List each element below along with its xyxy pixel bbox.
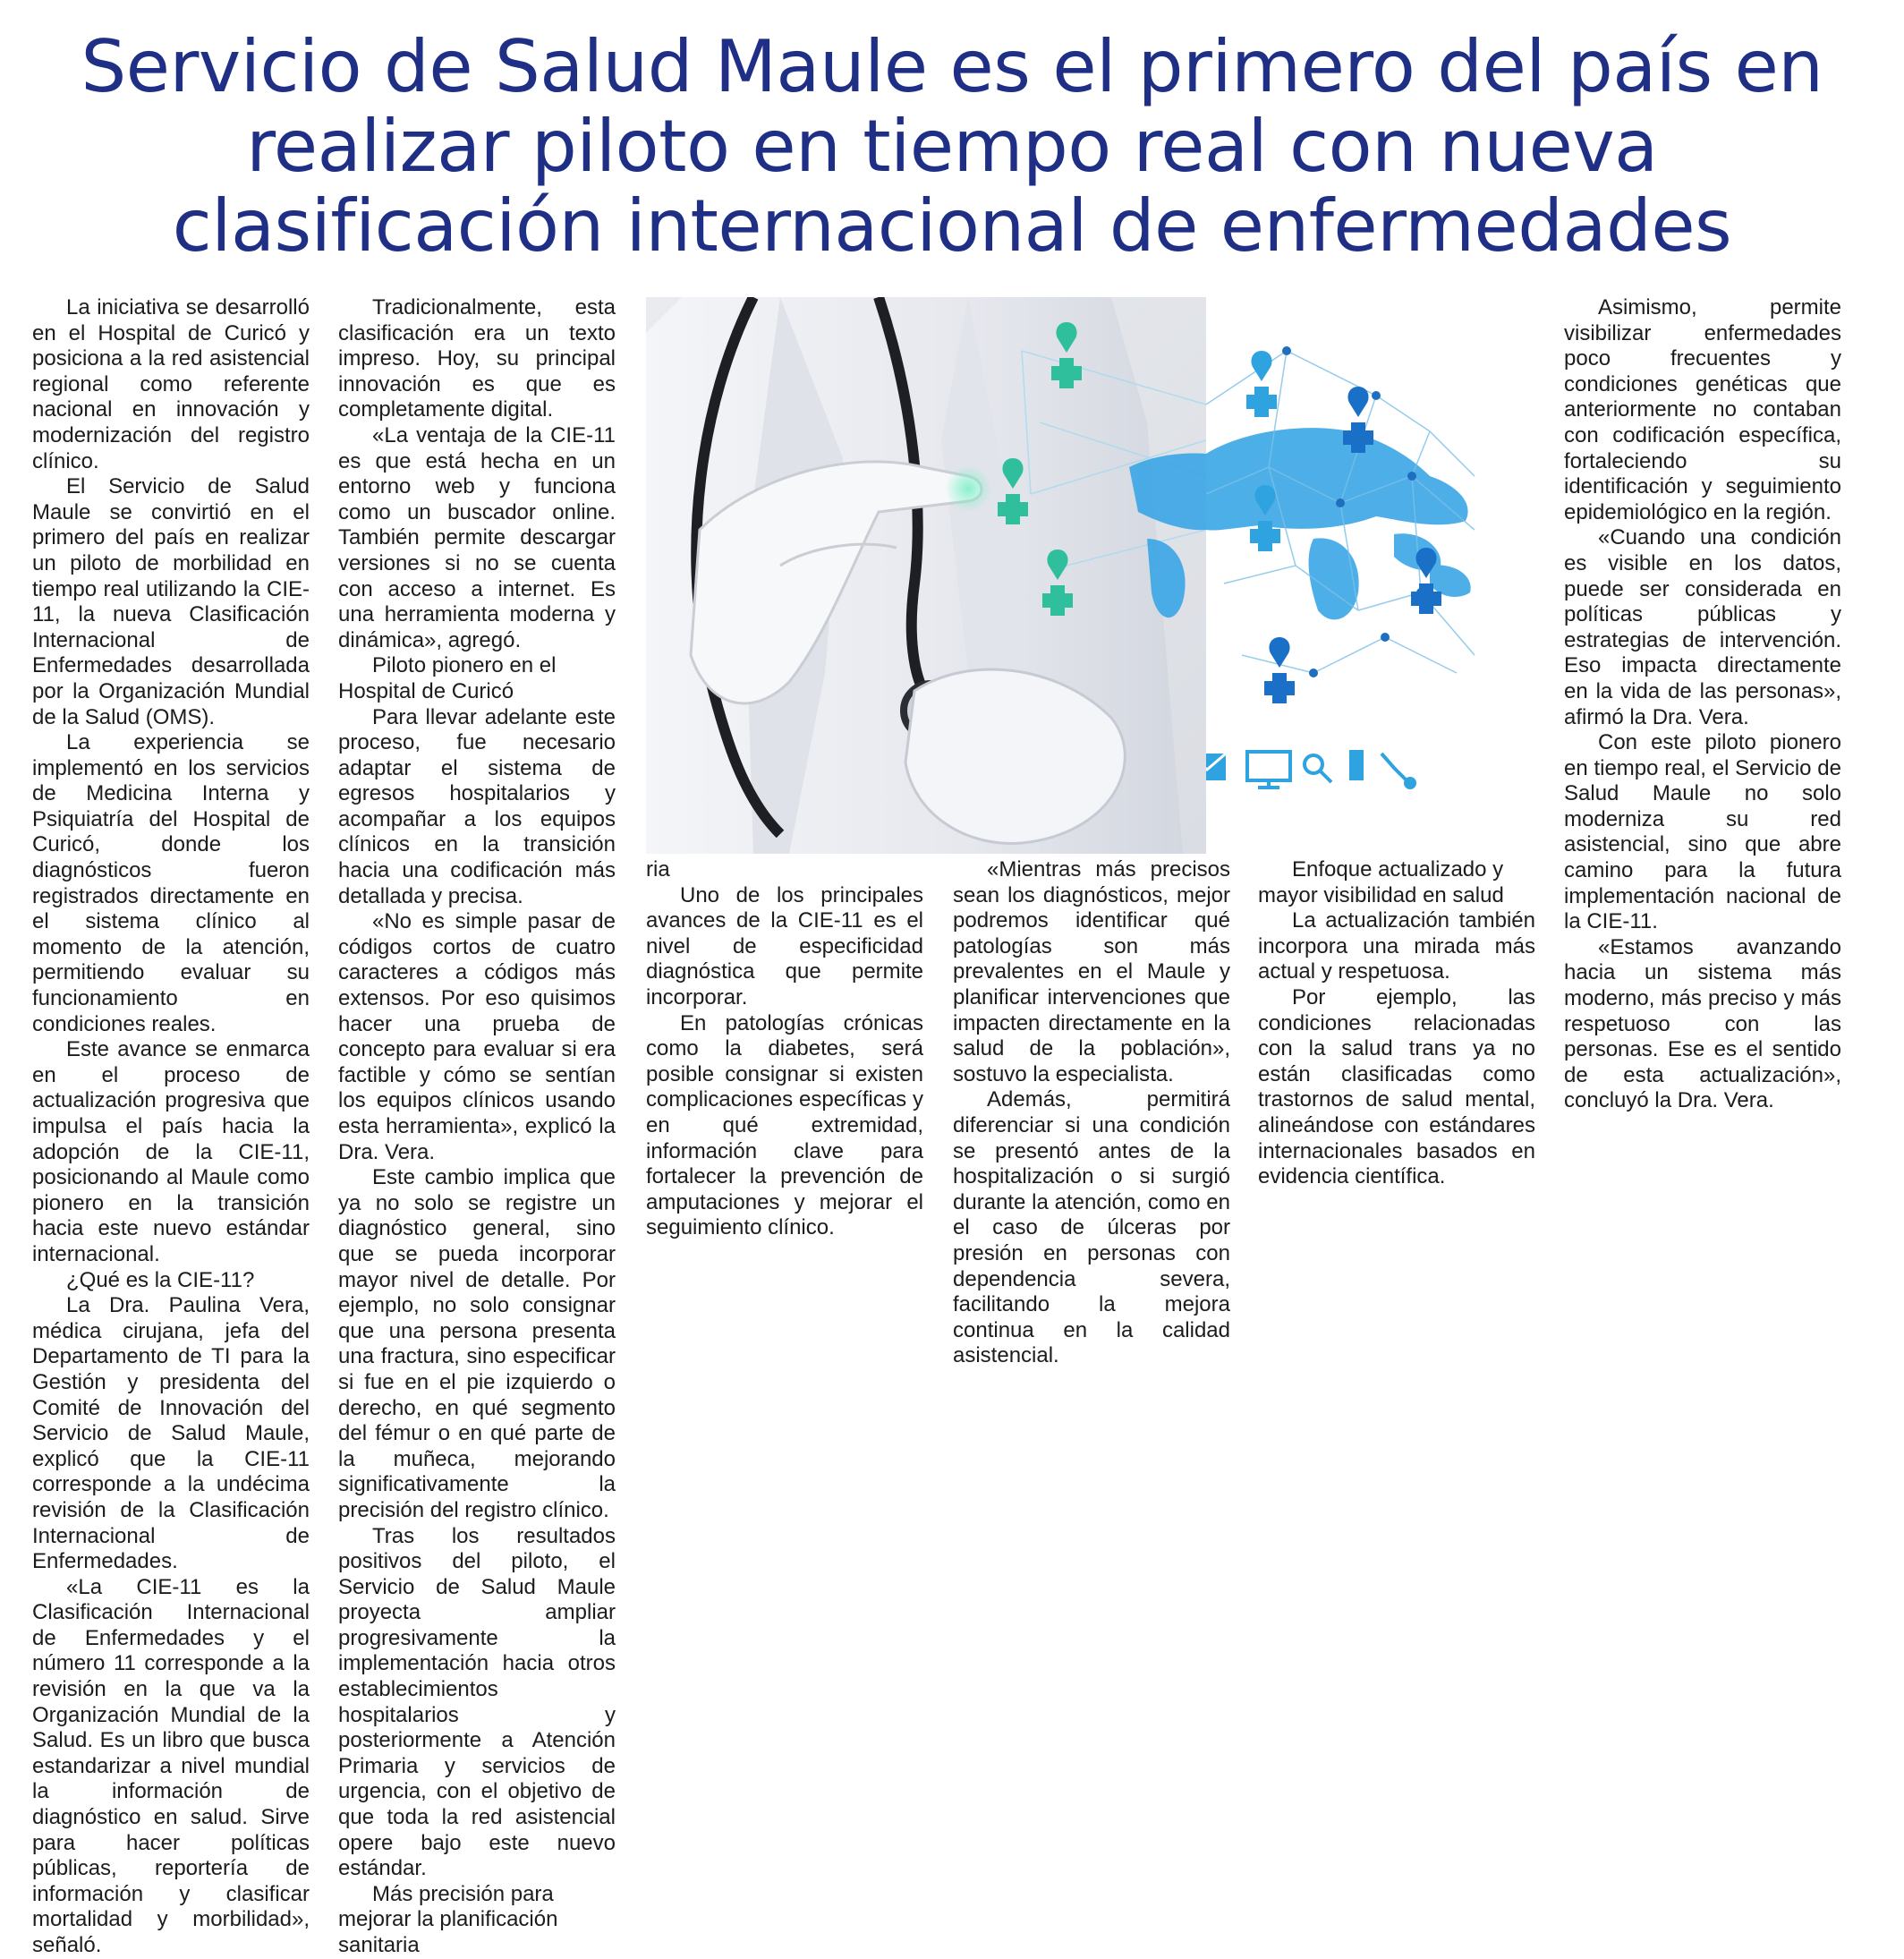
article-column-3 [646, 857, 923, 1241]
paragraph: «No es simple pasar de códigos cortos de cuatro caracteres a códigos más extensos. Por eso quisimos hacer una prueba de concepto para evaluar si era factible y cómo se sentían los equipos clínicos usando esta herramienta», explicó la Dra. Vera. [338, 909, 616, 1164]
world-map-graphic [1206, 297, 1519, 854]
article-column-4 [953, 857, 1230, 1369]
paragraph: «La ventaja de la CIE-11 es que está hecha en un entorno web y funciona como un buscador online. También permite descargar versiones si no se cuenta con acceso a internet. Es una herramienta moderna y dinámica», agregó. [338, 422, 616, 652]
paragraph: La iniciativa se desarrolló en el Hospital de Curicó y posiciona a la red asistencial regional como referente nacional en innovación y modernización del registro clínico. [32, 295, 310, 473]
world-network-illustration [1206, 297, 1519, 854]
subheading: ¿Qué es la CIE-11? [66, 1267, 255, 1292]
article-column-1 [32, 295, 310, 1959]
paragraph: Además, permitirá diferenciar si una condición se presentó antes de la hospitalización o si surgió durante la atención, como en el caso de úlceras por presión en personas con dependencia severa, facilitando la mejora continua en la calidad asistencial. [953, 1087, 1230, 1368]
paragraph: La Dra. Paulina Vera, médica cirujana, jefa del Departamento de TI para la Gestión y presidenta del Comité de Innovación del Servicio de Salud Maule, explicó que la CIE-11 corresponde a la undécima revisión de la Clasificación Internacional de Enfermedades. [32, 1293, 310, 1574]
headline: Servicio de Salud Maule es el primero del país en realizar piloto en tiempo real con nueva clasificación internacional de enfermedades [81, 25, 1823, 268]
doctor-illustration [646, 297, 1206, 854]
monitor-icon [1247, 752, 1290, 788]
article-column-6 [1564, 295, 1841, 1114]
paragraph: En patologías crónicas como la diabetes, será posible consignar si existen complicaciones específicas y en qué extremidad, información clave para fortalecer la prevención de amputaciones y mejorar el seguimiento clínico. [646, 1010, 923, 1240]
paragraph: Tras los resultados positivos del piloto, el Servicio de Salud Maule proyecta ampliar progresivamente la implementación hacia otros establecimientos hospitalarios y posteriormente a Atención Primaria y servicios de urgencia, con el objetivo de que toda la red asistencial opere bajo este nuevo estándar. [338, 1523, 616, 1881]
icon-row [1206, 750, 1415, 788]
article-column-2 [338, 295, 616, 1959]
paragraph: «Cuando una condición es visible en los datos, puede ser considerada en políticas públicas y estrategias de intervención. Eso impacta directamente en la vida de las personas», afirmó la Dra. Vera. [1564, 525, 1841, 729]
paragraph: La actualización también incorpora una mirada más actual y respetuosa. [1258, 908, 1535, 984]
stethoscope-icon [1381, 754, 1415, 788]
paragraph: Tradicionalmente, esta clasificación era un texto impreso. Hoy, su principal innovación es que es completamente digital. [338, 295, 616, 422]
paragraph: Este avance se enmarca en el proceso de actualización progresiva que impulsa el país hacia la adopción de la CIE-11, posicionando al Maule como pionero en la transición hacia este nuevo estándar internacional. [32, 1037, 310, 1266]
paragraph: «La CIE-11 es la Clasificación Internacional de Enfermedades y el número 11 corresponde a la revisión en la que va la Organización Mundial de la Salud. Es un libro que busca estandarizar a nivel mundial la información de diagnóstico en salud. Sirve para hacer políticas públicas, reportería de información y clasificar mortalidad y morbilidad», señaló. [32, 1574, 310, 1957]
article-column-5 [1258, 857, 1535, 1190]
paragraph: El Servicio de Salud Maule se convirtió en el primero del país en realizar un piloto de morbilidad en tiempo real utilizando la CIE-11, la nueva Clasificación Internacional de Enfermedades desarrollada por la Organización Mundial de la Salud (OMS). [32, 474, 310, 729]
paragraph-continuation: ria [646, 857, 670, 882]
paragraph: Asimismo, permite visibilizar enfermedades poco frecuentes y condiciones genéticas que anteriormente no contaban con codificación específica, fortaleciendo su identificación y seguimiento epidemiológico en la región. [1564, 295, 1841, 524]
paragraph: «Estamos avanzando hacia un sistema más moderno, más preciso y más respetuoso con las personas. Ese es el sentido de esta actualización», concluyó la Dra. Vera. [1564, 934, 1841, 1113]
paragraph: La experiencia se implementó en los servicios de Medicina Interna y Psiquiatría del Hospital de Curicó, donde los diagnósticos fueron registrados directamente en el sistema clínico al momento de la atención, permitiendo evaluar su funcionamiento en condiciones reales. [32, 730, 310, 1036]
envelope-icon [1206, 754, 1226, 780]
paragraph: Por ejemplo, las condiciones relacionadas con la salud trans ya no están clasificadas como trastornos de salud mental, alineándose con estándares internacionales basados en evidencia científica. [1258, 984, 1535, 1189]
magnifier-icon [1305, 755, 1331, 782]
paragraph: Este cambio implica que ya no solo se registre un diagnóstico general, sino que se pueda incorporar mayor nivel de detalle. Por ejemplo, no solo consignar que una persona presenta una fractura, sino especificar si fue en el pie izquierdo o derecho, en qué segmento del fémur o en qué parte de la muñeca, mejorando significativamente la precisión del registro clínico. [338, 1165, 616, 1522]
paragraph: Con este piloto pionero en tiempo real, el Servicio de Salud Maule no solo moderniza su red asistencial, sino que abre camino para la futura implementación nacional de la CIE-11. [1564, 730, 1841, 934]
phone-icon [1349, 750, 1364, 780]
subheading: Piloto pionero en el Hospital de Curicó [338, 653, 557, 703]
paragraph: Uno de los principales avances de la CIE-11 es el nivel de especificidad diagnóstica que permite incorporar. [646, 882, 923, 1009]
article-photo [646, 297, 1206, 854]
paragraph: «Mientras más precisos sean los diagnósticos, mejor podremos identificar qué patologías son más prevalentes en el Maule y planificar intervenciones que impacten directamente en la salud de la población», sostuvo la especialista. [953, 857, 1230, 1086]
paragraph: Para llevar adelante este proceso, fue necesario adaptar el sistema de egresos hospitalarios y acompañar a los equipos clínicos en la transición hacia una codificación más detallada y precisa. [338, 704, 616, 908]
subheading: Enfoque actualizado y mayor visibilidad en salud [1258, 857, 1504, 907]
subheading: Más precisión para mejorar la planificación sanitaria [338, 1881, 558, 1957]
